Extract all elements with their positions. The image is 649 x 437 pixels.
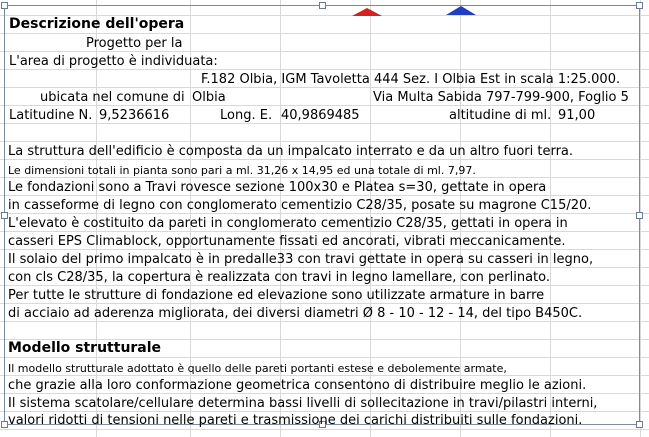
description-line: in casseforme di legno con conglomerato cementizio C28/35, posate su magrone C15/20. bbox=[8, 198, 592, 213]
row-gridline bbox=[0, 429, 649, 430]
longitude-value: 40,9869485 bbox=[281, 108, 360, 123]
model-line: che grazie alla loro conformazione geometrica consentono di distribuire meglio le azioni. bbox=[8, 378, 587, 393]
latitude-label: Latitudine N. bbox=[9, 108, 93, 123]
altitude-value: 91,00 bbox=[558, 108, 596, 123]
project-label: Progetto per la bbox=[86, 36, 183, 51]
resize-handle-middle-right[interactable] bbox=[636, 212, 643, 219]
map-reference: F.182 Olbia, IGM Tavoletta 444 Sez. I Olbia Est in scala 1:25.000. bbox=[201, 72, 621, 87]
description-line: casseri EPS Climablock, opportunamente fissati ed ancorati, vibrati meccanicamente. bbox=[8, 234, 566, 249]
description-line: con cls C28/35, la copertura è realizzata con travi in legno lamellare, con perlinato. bbox=[8, 270, 551, 285]
section-title-opera: Descrizione dell'opera bbox=[9, 16, 185, 32]
address-value: Via Multa Sabida 797-799-900, Foglio 5 bbox=[373, 90, 629, 105]
description-line: L'elevato è costituito da pareti in conglomerato cementizio C28/35, gettati in opera in bbox=[8, 216, 568, 231]
model-line: Il sistema scatolare/cellulare determina bassi livelli di sollecitazione in travi/pilastri interni, bbox=[8, 396, 598, 411]
latitude-value: 9,5236616 bbox=[99, 108, 170, 123]
municipality-value: Olbia bbox=[192, 90, 226, 105]
description-line: Per tutte le strutture di fondazione ed elevazione sono utilizzate armature in barre bbox=[8, 288, 545, 303]
resize-handle-top-center[interactable] bbox=[319, 2, 326, 9]
description-line: Le fondazioni sono a Travi rovesce sezione 100x30 e Platea s=30, gettate in opera bbox=[8, 180, 547, 195]
section-title-model: Modello strutturale bbox=[8, 340, 162, 356]
resize-handle-top-left[interactable] bbox=[1, 2, 8, 9]
resize-handle-middle-left[interactable] bbox=[1, 212, 8, 219]
resize-handle-top-right[interactable] bbox=[636, 2, 643, 9]
model-line: Il modello strutturale adottato è quello delle pareti portanti estese e debolemente armate, bbox=[8, 362, 507, 375]
area-label: L'area di progetto è individuata: bbox=[9, 54, 218, 69]
resize-handle-bottom-left[interactable] bbox=[1, 421, 8, 428]
altitude-label: altitudine di ml. bbox=[449, 108, 552, 123]
description-line: Il solaio del primo impalcato è in predalle33 con travi gettate in opera su casseri in legno, bbox=[8, 252, 594, 267]
municipality-label: ubicata nel comune di bbox=[40, 90, 185, 105]
description-line: La struttura dell'edificio è composta da un impalcato interrato e da un altro fuori terra. bbox=[8, 144, 574, 159]
longitude-label: Long. E. bbox=[220, 108, 273, 123]
description-line: di acciaio ad aderenza migliorata, dei diversi diametri Ø 8 - 10 - 12 - 14, del tipo B450C. bbox=[8, 306, 583, 321]
model-line: valori ridotti di tensioni nelle pareti e trasmissione dei carichi distribuiti sulle fondazioni. bbox=[8, 413, 583, 428]
description-line: Le dimensioni totali in pianta sono pari a ml. 31,26 x 14,95 ed una totale di ml. 7,97. bbox=[8, 164, 476, 177]
resize-handle-bottom-right[interactable] bbox=[636, 421, 643, 428]
